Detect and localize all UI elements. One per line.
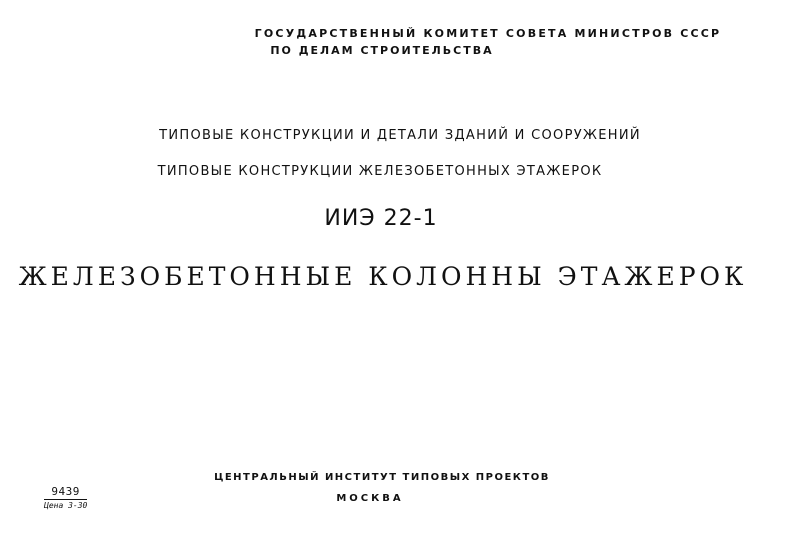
inventory-number: 9439 bbox=[44, 486, 87, 500]
document-title: ЖЕЛЕЗОБЕТОННЫЕ КОЛОННЫ ЭТАЖЕРОК bbox=[18, 262, 748, 291]
publisher-city: МОСКВА bbox=[336, 493, 404, 504]
document-code: ИИЭ 22-1 bbox=[324, 206, 438, 231]
inventory-stamp bbox=[44, 486, 87, 511]
organization-line-2: ПО ДЕЛАМ СТРОИТЕЛЬСТВА bbox=[270, 44, 494, 57]
price-label: Цена 3-30 bbox=[44, 501, 88, 510]
series-subtitle: ТИПОВЫЕ КОНСТРУКЦИИ ЖЕЛЕЗОБЕТОННЫХ ЭТАЖЕРОК bbox=[157, 164, 603, 179]
organization-line-1: ГОСУДАРСТВЕННЫЙ КОМИТЕТ СОВЕТА МИНИСТРОВ СССР bbox=[254, 27, 722, 40]
publisher-institute: ЦЕНТРАЛЬНЫЙ ИНСТИТУТ ТИПОВЫХ ПРОЕКТОВ bbox=[214, 472, 550, 483]
series-title: ТИПОВЫЕ КОНСТРУКЦИИ И ДЕТАЛИ ЗДАНИЙ И СООРУЖЕНИЙ bbox=[159, 128, 641, 143]
